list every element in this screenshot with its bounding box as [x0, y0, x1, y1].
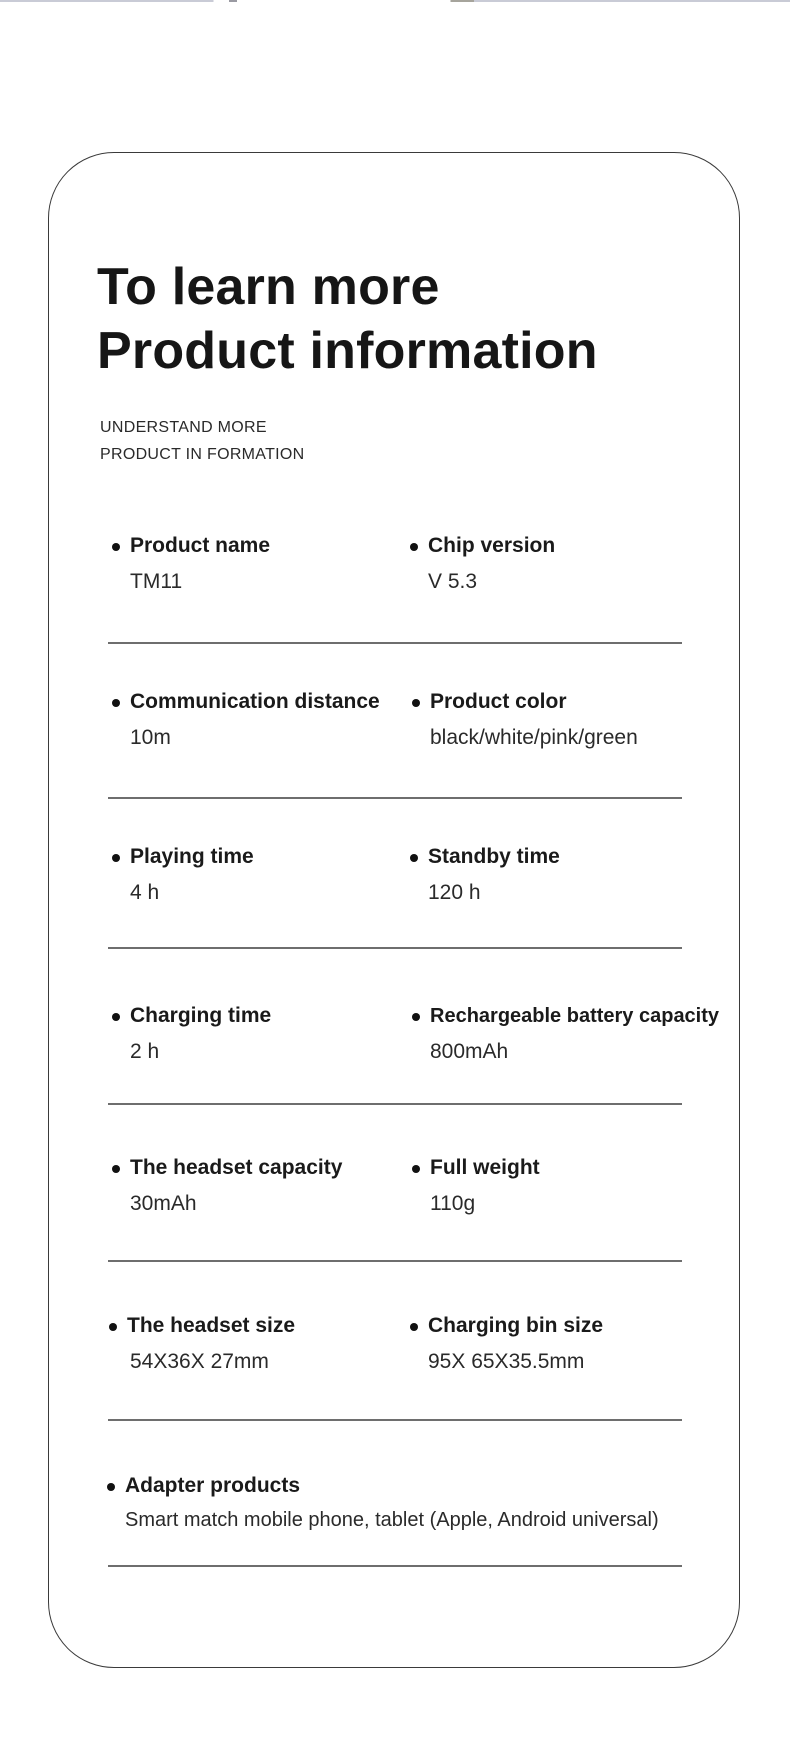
spec-communication-distance [130, 688, 380, 752]
page-subtitle [100, 414, 305, 468]
spec-label: Rechargeable battery capacity [412, 1002, 719, 1030]
spec-headset-capacity [130, 1154, 342, 1218]
spec-playing-time [130, 843, 254, 907]
spec-label: Charging bin size [410, 1312, 603, 1340]
subtitle-line-1: UNDERSTAND MORE [100, 419, 267, 436]
spec-charging-time [130, 1002, 271, 1066]
spec-value: black/white/pink/green [430, 726, 638, 749]
spec-value: 95X 65X35.5mm [428, 1350, 585, 1373]
spec-value: 10m [130, 726, 171, 749]
page-title [97, 255, 598, 383]
spec-chip-version [428, 532, 555, 596]
spec-value: 2 h [130, 1040, 160, 1063]
spec-label: Chip version [410, 532, 555, 560]
spec-label: The headset capacity [112, 1154, 342, 1182]
row-divider [108, 1103, 682, 1105]
spec-headset-size [127, 1312, 295, 1376]
spec-product-color [430, 688, 638, 752]
row-divider [108, 797, 682, 799]
spec-value: 120 h [428, 881, 481, 904]
spec-charging-bin-size [428, 1312, 603, 1376]
spec-label: Standby time [410, 843, 560, 871]
spec-label: Adapter products [107, 1472, 659, 1500]
spec-value: Smart match mobile phone, tablet (Apple, Android universal) [125, 1509, 659, 1531]
subtitle-line-2: PRODUCT IN FORMATION [100, 446, 305, 463]
spec-battery-capacity [430, 1002, 719, 1066]
spec-label: Communication distance [112, 688, 380, 716]
row-divider [108, 947, 682, 949]
spec-label: Charging time [112, 1002, 271, 1030]
spec-standby-time [428, 843, 560, 907]
spec-value: 800mAh [430, 1040, 509, 1063]
title-line-1: To learn more [97, 258, 440, 316]
row-divider [108, 642, 682, 644]
row-divider [108, 1419, 682, 1421]
spec-adapter-products [125, 1472, 659, 1534]
row-divider [108, 1565, 682, 1567]
spec-label: Product name [112, 532, 270, 560]
spec-value: 30mAh [130, 1192, 197, 1215]
title-line-2: Product information [97, 322, 598, 380]
spec-label: Product color [412, 688, 638, 716]
spec-value: TM11 [130, 570, 183, 593]
spec-value: 54X36X 27mm [130, 1350, 269, 1373]
spec-product-name [130, 532, 270, 596]
spec-value: 110g [430, 1192, 476, 1215]
spec-value: V 5.3 [428, 570, 478, 593]
row-divider [108, 1260, 682, 1262]
spec-full-weight [430, 1154, 540, 1218]
top-edge-strip [0, 0, 790, 2]
spec-label: Playing time [112, 843, 254, 871]
spec-label: Full weight [412, 1154, 540, 1182]
spec-value: 4 h [130, 881, 160, 904]
spec-label: The headset size [109, 1312, 295, 1340]
